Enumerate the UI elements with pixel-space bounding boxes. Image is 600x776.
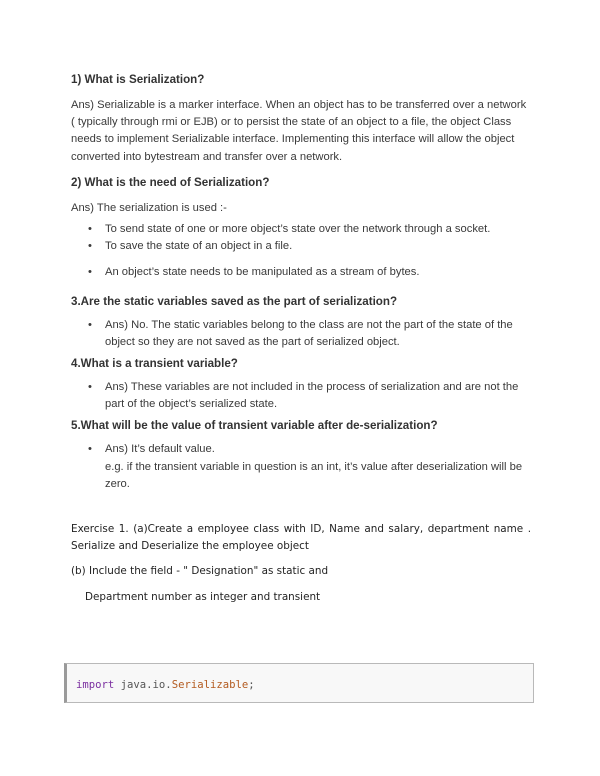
question-5-heading: 5.What will be the value of transient variable after de-serialization? [71,419,438,433]
question-3-bullet-list [71,317,531,351]
list-item: • Ans) No. The static variables belong to the class are not the part of the state of the object so they are not saved as the part of serialized object. [71,317,531,351]
list-item-continuation: e.g. if the transient variable in question is an int, it’s value after deserialization will be zero. [105,460,523,490]
document-page [71,72,531,605]
question-4-bullet-list [71,379,531,413]
list-item: • An object’s state needs to be manipulated as a stream of bytes. [71,264,531,281]
question-1-heading: 1) What is Serialization? [71,73,205,86]
question-5-bullet-list [71,441,531,493]
question-4-heading: 4.What is a transient variable? [71,357,238,371]
question-3-heading: 3.Are the static variables saved as the part of serialization? [71,294,398,308]
code-keyword: import [76,679,115,691]
code-line [76,677,255,693]
question-1-answer: Ans) Serializable is a marker interface. When an object has to be transferred over a network ( typically through rmi or EJB) or to persist the state of an object to a file, the object Class needs to implement Serializable interface. Implementing this interface will allow the object converted into bytestream and transfer over a network. [71,99,527,163]
code-block [64,663,534,703]
list-item: • To save the state of an object in a file. [71,238,531,255]
exercise-part-b-continuation: Department number as integer and transient [85,590,321,603]
list-item: • Ans) It’s default value. [71,441,531,458]
list-item: • To send state of one or more object’s state over the network through a socket. [71,221,531,238]
code-terminator: ; [248,679,255,691]
code-class-name: Serializable [171,679,249,691]
question-2-heading: 2) What is the need of Serialization? [71,175,270,189]
question-2-bullet-list [71,221,531,282]
exercise-part-a: Exercise 1. (a)Create a employee class with ID, Name and salary, department name . Serialize and Deserialize the employee object [71,523,531,552]
code-package: java.io. [114,679,172,691]
exercise-part-b: (b) Include the field - " Designation" as static and [71,565,329,578]
list-item: • Ans) These variables are not included in the process of serialization and are not the part of the object’s serialized state. [71,379,531,413]
question-2-answer: Ans) The serialization is used :- [71,201,227,214]
